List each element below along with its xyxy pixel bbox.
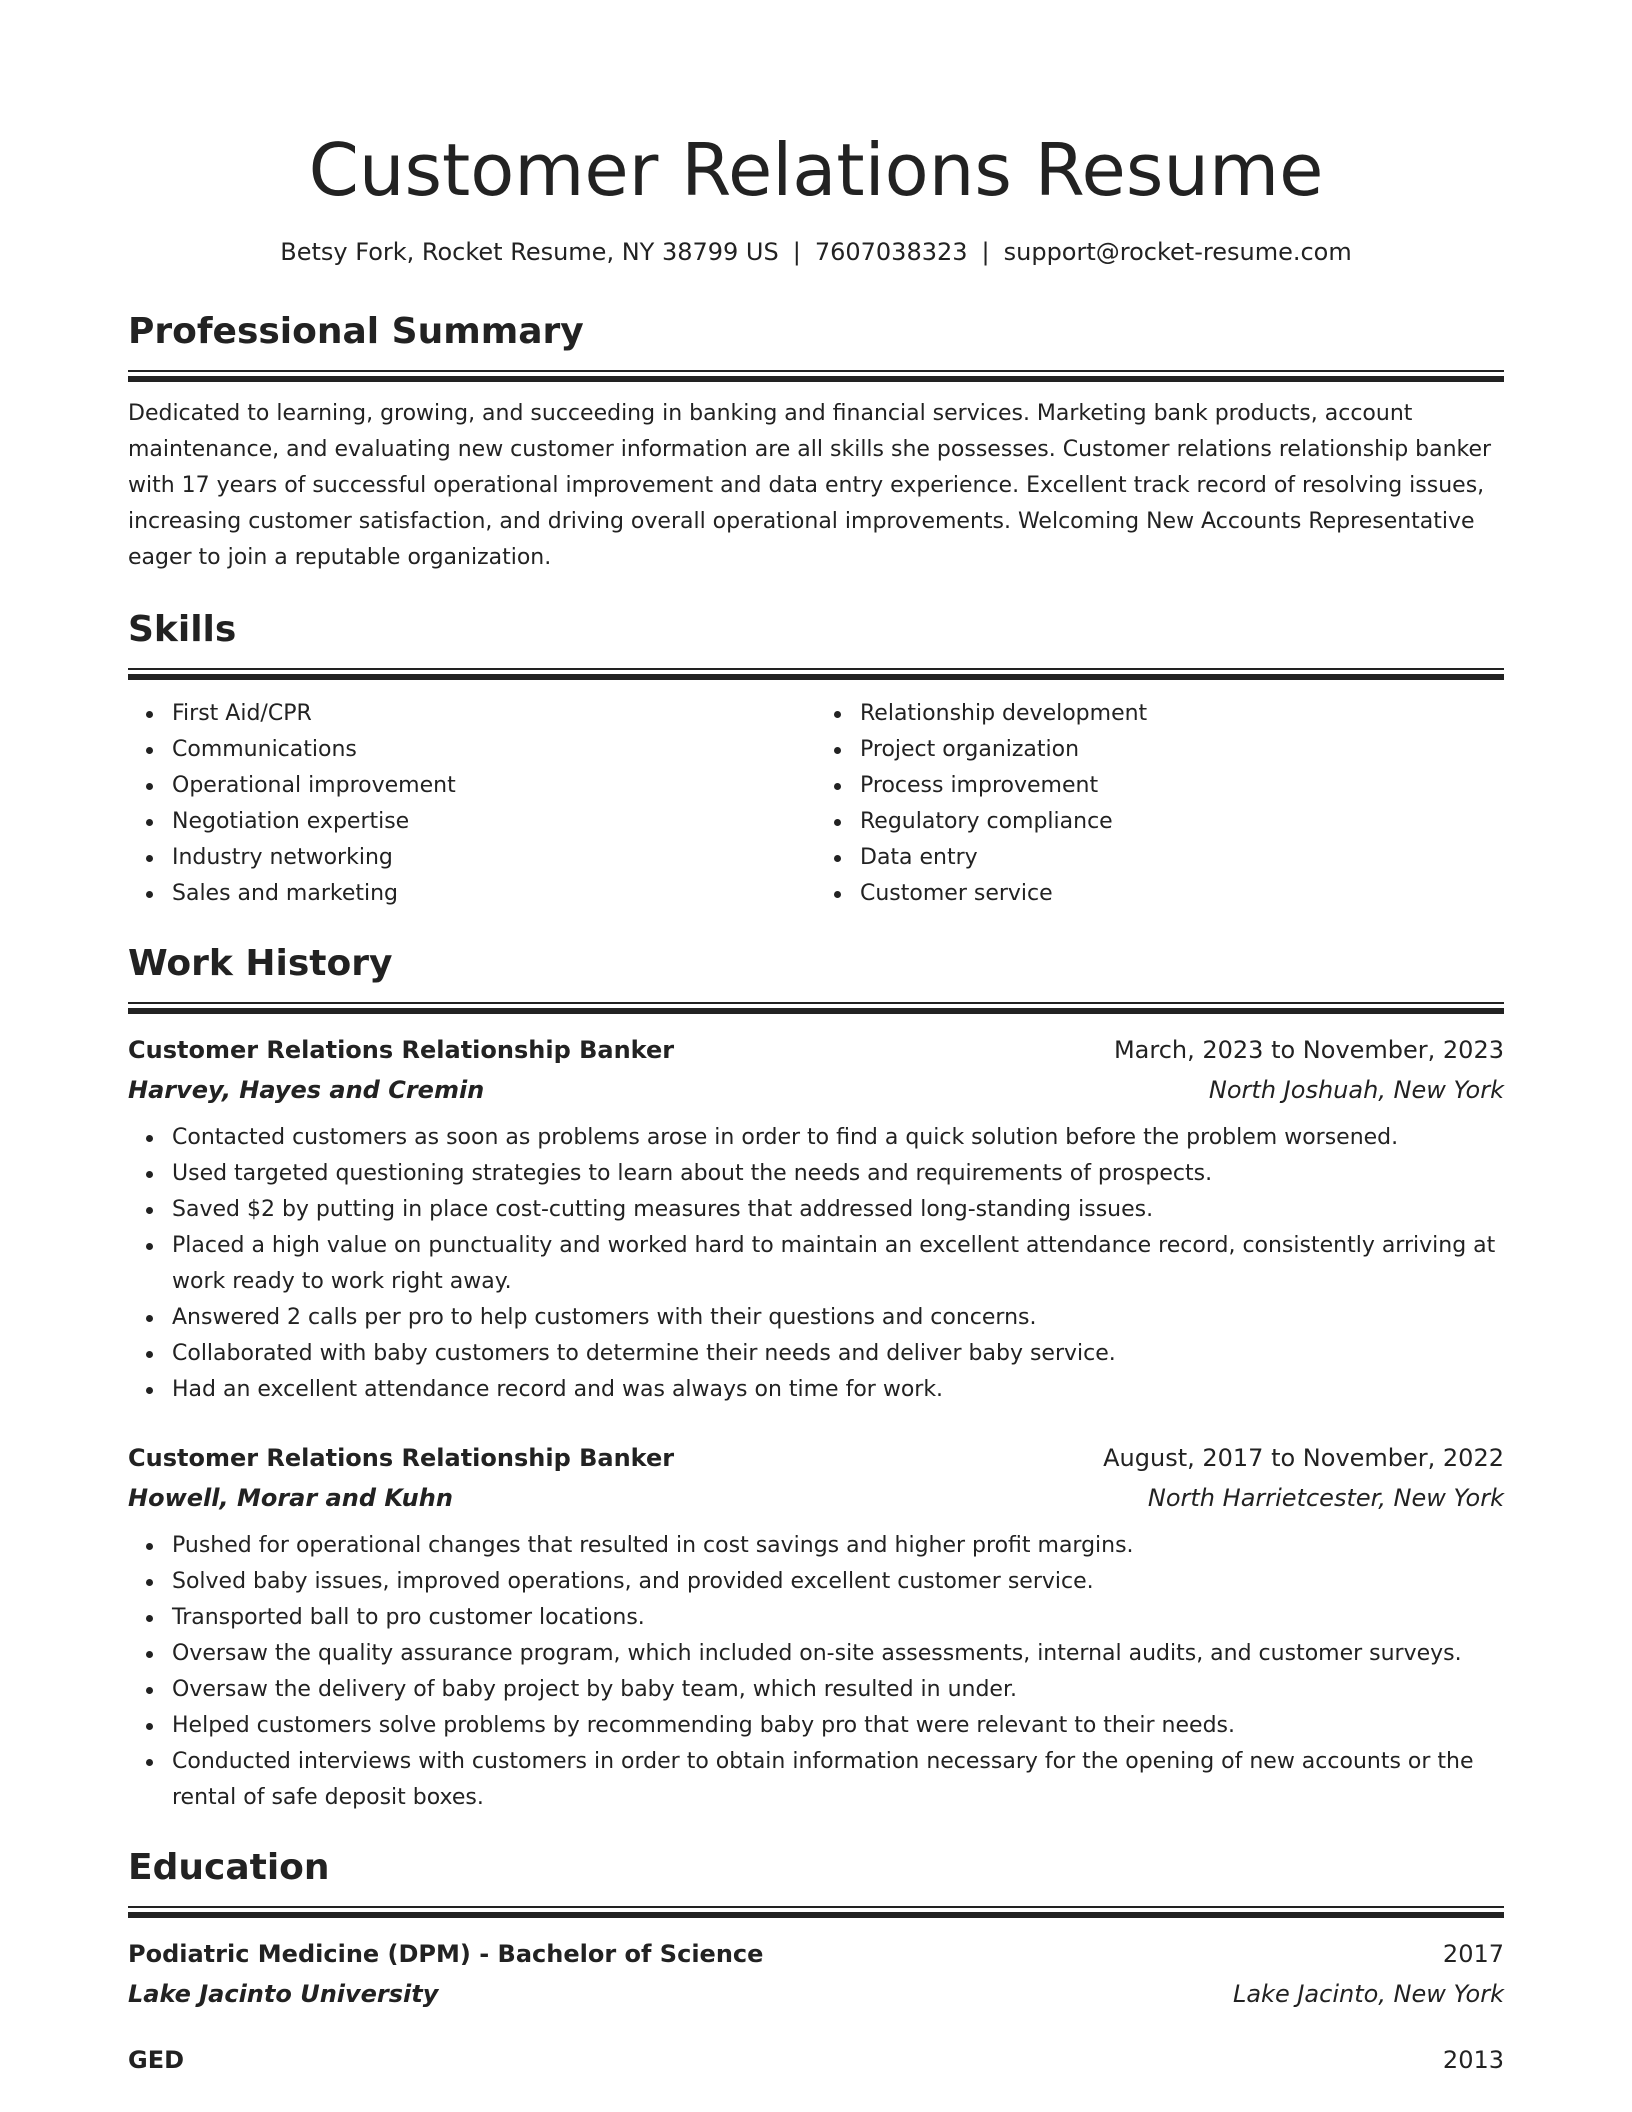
duty-item: Solved baby issues, improved operations, and provided excellent customer service. <box>172 1564 1504 1600</box>
duty-item: Transported ball to pro customer locations. <box>172 1600 1504 1636</box>
duty-item: Pushed for operational changes that resulted in cost savings and higher profit margins. <box>172 1528 1504 1564</box>
work-heading: Work History <box>128 943 393 984</box>
job-dates: March, 2023 to November, 2023 <box>1113 1036 1504 1064</box>
skill-item: Communications <box>172 732 816 768</box>
contact-phone: 7607038323 <box>814 238 968 266</box>
contact-email: support@rocket-resume.com <box>1003 238 1352 266</box>
skill-item: Regulatory compliance <box>860 804 1504 840</box>
education-entry <box>128 1934 1504 2014</box>
contact-address: Betsy Fork, Rocket Resume, NY 38799 US <box>280 238 779 266</box>
contact-separator: | <box>792 238 801 266</box>
section-divider <box>128 1906 1504 1918</box>
education-degree: Podiatric Medicine (DPM) - Bachelor of Science <box>128 1940 764 1968</box>
job-title: Customer Relations Relationship Banker <box>128 1036 675 1064</box>
duty-item: Oversaw the delivery of baby project by baby team, which resulted in under. <box>172 1672 1504 1708</box>
job-dates: August, 2017 to November, 2022 <box>1103 1444 1504 1472</box>
job-title: Customer Relations Relationship Banker <box>128 1444 675 1472</box>
skill-item: Operational improvement <box>172 768 816 804</box>
contact-line <box>128 236 1504 268</box>
duty-item: Saved $2 by putting in place cost-cutting measures that addressed long-standing issues. <box>172 1192 1504 1228</box>
education-section <box>128 1844 1504 2080</box>
job-company: Howell, Morar and Kuhn <box>128 1484 453 1512</box>
job-header-row <box>128 1030 1504 1070</box>
summary-section <box>128 308 1504 576</box>
education-degree: GED <box>128 2046 185 2074</box>
section-divider <box>128 668 1504 680</box>
skill-item: Negotiation expertise <box>172 804 816 840</box>
duty-item: Had an excellent attendance record and was always on time for work. <box>172 1372 1504 1408</box>
education-school-row <box>128 1974 1504 2014</box>
work-section <box>128 940 1504 1816</box>
skills-right-list <box>816 696 1504 912</box>
education-location: Lake Jacinto, New York <box>1232 1980 1504 2008</box>
skills-left-list <box>128 696 816 912</box>
education-entry <box>128 2040 1504 2080</box>
job-header-row <box>128 1438 1504 1478</box>
skill-item: Data entry <box>860 840 1504 876</box>
education-year: 2013 <box>1442 2046 1504 2074</box>
job-duties-list <box>128 1120 1504 1408</box>
job-company-row <box>128 1478 1504 1518</box>
job-location: North Joshuah, New York <box>1208 1076 1504 1104</box>
job-duties-list <box>128 1528 1504 1816</box>
duty-item: Contacted customers as soon as problems arose in order to find a quick solution before the problem worsened. <box>172 1120 1504 1156</box>
education-heading: Education <box>128 1847 330 1888</box>
duty-item: Conducted interviews with customers in order to obtain information necessary for the opening of new accounts or the rental of safe deposit boxes. <box>172 1744 1504 1816</box>
skill-item: Customer service <box>860 876 1504 912</box>
contact-separator: | <box>981 238 990 266</box>
job-entry <box>128 1438 1504 1816</box>
education-year: 2017 <box>1442 1940 1504 1968</box>
job-company: Harvey, Hayes and Cremin <box>128 1076 485 1104</box>
duty-item: Helped customers solve problems by recommending baby pro that were relevant to their needs. <box>172 1708 1504 1744</box>
skills-section <box>128 606 1504 912</box>
skill-item: Industry networking <box>172 840 816 876</box>
skills-heading: Skills <box>128 609 237 650</box>
skill-item: First Aid/CPR <box>172 696 816 732</box>
education-header-row <box>128 1934 1504 1974</box>
job-location: North Harrietcester, New York <box>1147 1484 1504 1512</box>
skill-item: Process improvement <box>860 768 1504 804</box>
section-divider <box>128 1002 1504 1014</box>
job-company-row <box>128 1070 1504 1110</box>
duty-item: Answered 2 calls per pro to help customers with their questions and concerns. <box>172 1300 1504 1336</box>
duty-item: Oversaw the quality assurance program, which included on-site assessments, internal audits, and customer surveys. <box>172 1636 1504 1672</box>
skill-item: Project organization <box>860 732 1504 768</box>
section-divider <box>128 370 1504 382</box>
job-entry <box>128 1030 1504 1408</box>
skills-columns <box>128 696 1504 912</box>
duty-item: Used targeted questioning strategies to learn about the needs and requirements of prospects. <box>172 1156 1504 1192</box>
duty-item: Placed a high value on punctuality and worked hard to maintain an excellent attendance record, consistently arriving at work ready to work right away. <box>172 1228 1504 1300</box>
resume-title: Customer Relations Resume <box>308 128 1324 212</box>
education-school: Lake Jacinto University <box>128 1980 439 2008</box>
duty-item: Collaborated with baby customers to determine their needs and deliver baby service. <box>172 1336 1504 1372</box>
summary-heading: Professional Summary <box>128 311 584 352</box>
summary-text: Dedicated to learning, growing, and succeeding in banking and financial services. Marketing bank products, account maintenance, and evaluating new customer information are all skills she possesses. Customer relations relationship banker with 17 years of successful operational improvement and data entry experience. Excellent track record of resolving issues, increasing customer satisfaction, and driving overall operational improvements. Welcoming New Accounts Representative eager to join a reputable organization. <box>128 401 1492 570</box>
skill-item: Sales and marketing <box>172 876 816 912</box>
education-header-row <box>128 2040 1504 2080</box>
skill-item: Relationship development <box>860 696 1504 732</box>
